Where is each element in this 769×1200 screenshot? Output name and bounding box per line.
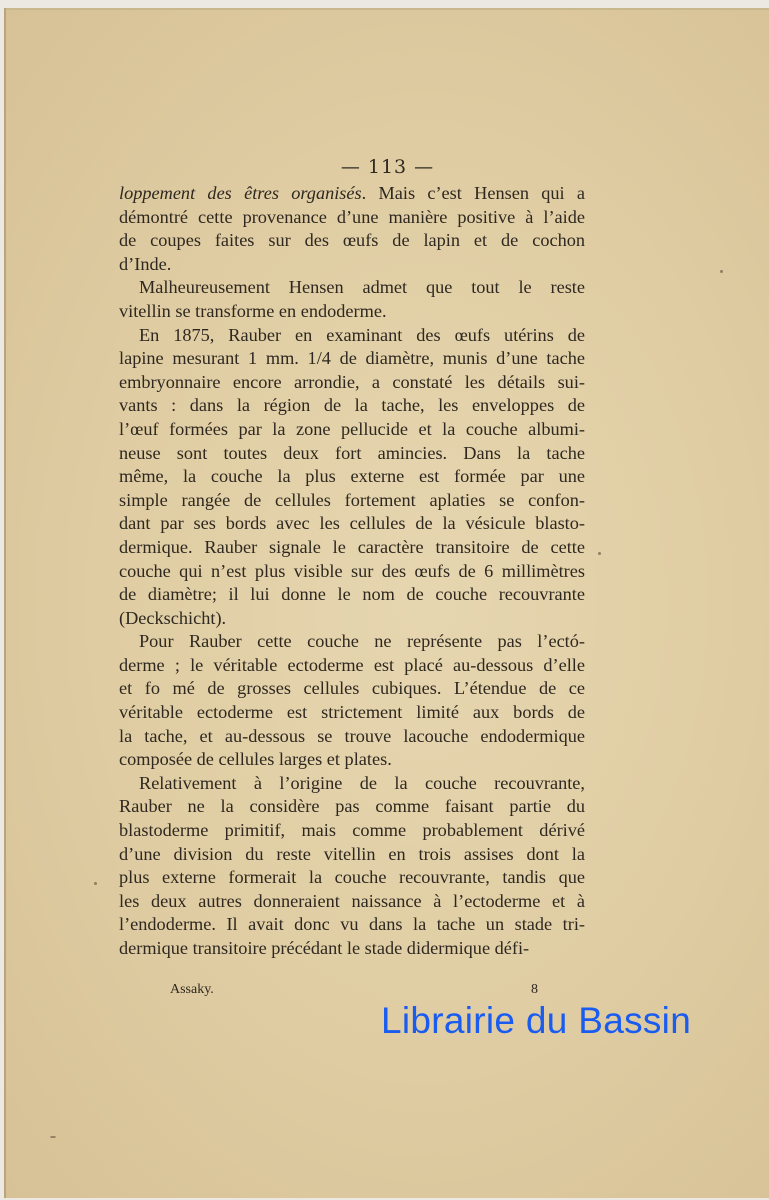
line-text: véritable ectoderme est strictement limité aux bords de — [119, 702, 585, 723]
paper-speck — [94, 882, 97, 885]
line-text: . Mais c’est Hensen qui a — [361, 183, 586, 203]
line-text: l’endoderme. Il avait donc vu dans la tache un stade tri- — [119, 914, 585, 935]
paper-speck — [50, 1136, 56, 1138]
text-line — [119, 748, 585, 772]
text-line — [119, 253, 585, 277]
text-line — [119, 583, 585, 607]
line-text: d’Inde. — [119, 253, 172, 274]
watermark: Librairie du Bassin — [381, 1000, 692, 1041]
text-line — [119, 418, 585, 442]
text-line — [119, 371, 585, 395]
line-text: composée de cellules larges et plates. — [119, 749, 392, 770]
text-line — [119, 560, 585, 584]
line-text: Pour Rauber cette couche ne représente pas l’ectó- — [139, 631, 585, 652]
line-text: blastoderme primitif, mais comme probablement dérivé — [119, 820, 585, 841]
text-line — [119, 607, 585, 631]
line-text: de coupes faites sur des œufs de lapin et de cochon — [119, 230, 585, 251]
text-line — [119, 324, 585, 348]
text-line — [119, 182, 585, 206]
line-text: dant par ses bords avec les cellules de la vésicule blasto- — [119, 513, 585, 534]
italic-phrase: loppement des êtres organisés — [119, 183, 362, 203]
text-line — [119, 913, 585, 937]
text-line — [119, 300, 585, 324]
line-text: (Deckschicht). — [119, 607, 227, 628]
text-line — [119, 843, 585, 867]
line-text: la tache, et au-dessous se trouve lacouche endodermique — [119, 725, 585, 746]
text-line — [119, 347, 585, 371]
line-text: couche qui n’est plus visible sur des œufs de 6 millimètres — [119, 560, 585, 581]
text-line — [119, 725, 585, 749]
line-text: les deux autres donneraient naissance à l’ectoderme et à — [119, 890, 585, 911]
text-line — [119, 866, 585, 890]
line-text: En 1875, Rauber en examinant des œufs utérins de — [139, 324, 585, 345]
line-text: derme ; le véritable ectoderme est placé au-dessous d’elle — [119, 654, 585, 675]
line-text: démontré cette provenance d’une manière positive à l’aide — [119, 206, 585, 227]
text-line — [119, 512, 585, 536]
page-number: — 113 — — [340, 156, 435, 178]
line-text: embryonnaire encore arrondie, a constaté les détails sui- — [119, 371, 585, 392]
text-line — [119, 442, 585, 466]
text-line — [119, 701, 585, 725]
paper-speck — [598, 552, 601, 555]
line-text: vitellin se transforme en endoderme. — [119, 300, 387, 321]
text-line — [119, 465, 585, 489]
line-text: simple rangée de cellules fortement aplaties se confon- — [119, 489, 585, 510]
text-line — [119, 630, 585, 654]
text-line — [119, 206, 585, 230]
text-line — [119, 819, 585, 843]
line-text: neuse sont toutes deux fort amincies. Dans la tache — [119, 442, 585, 463]
text-line — [119, 795, 585, 819]
footer-signature: Assaky. — [170, 982, 214, 997]
text-line — [119, 276, 585, 300]
text-line — [119, 937, 585, 961]
line-text: vants : dans la région de la tache, les enveloppes de — [119, 395, 585, 416]
text-line — [119, 654, 585, 678]
text-line — [119, 394, 585, 418]
text-line — [119, 229, 585, 253]
text-line — [119, 890, 585, 914]
text-line — [119, 677, 585, 701]
body-text — [119, 182, 585, 961]
text-line — [119, 536, 585, 560]
line-text: plus externe formerait la couche recouvrante, tandis que — [119, 867, 585, 888]
signature-mark: 8 — [531, 982, 538, 997]
line-text: Malheureusement Hensen admet que tout le reste — [139, 277, 585, 298]
line-text: Relativement à l’origine de la couche recouvrante, — [139, 772, 585, 793]
line-text: même, la couche la plus externe est formée par une — [119, 466, 585, 487]
line-text: et fo mé de grosses cellules cubiques. L’étendue de ce — [119, 678, 585, 699]
line-text: d’une division du reste vitellin en trois assises dont la — [119, 843, 585, 864]
line-text: l’œuf formées par la zone pellucide et la couche albumi- — [119, 418, 585, 439]
text-line — [119, 772, 585, 796]
line-text: dermique transitoire précédant le stade didermique défi- — [119, 938, 530, 958]
paper-speck — [720, 270, 723, 273]
line-text: dermique. Rauber signale le caractère transitoire de cette — [119, 536, 585, 557]
line-text: Rauber ne la considère pas comme faisant partie du — [119, 796, 585, 817]
text-line — [119, 489, 585, 513]
line-text: de diamètre; il lui donne le nom de couche recouvrante — [119, 584, 585, 605]
line-text: lapine mesurant 1 mm. 1/4 de diamètre, munis d’une tache — [119, 348, 585, 369]
